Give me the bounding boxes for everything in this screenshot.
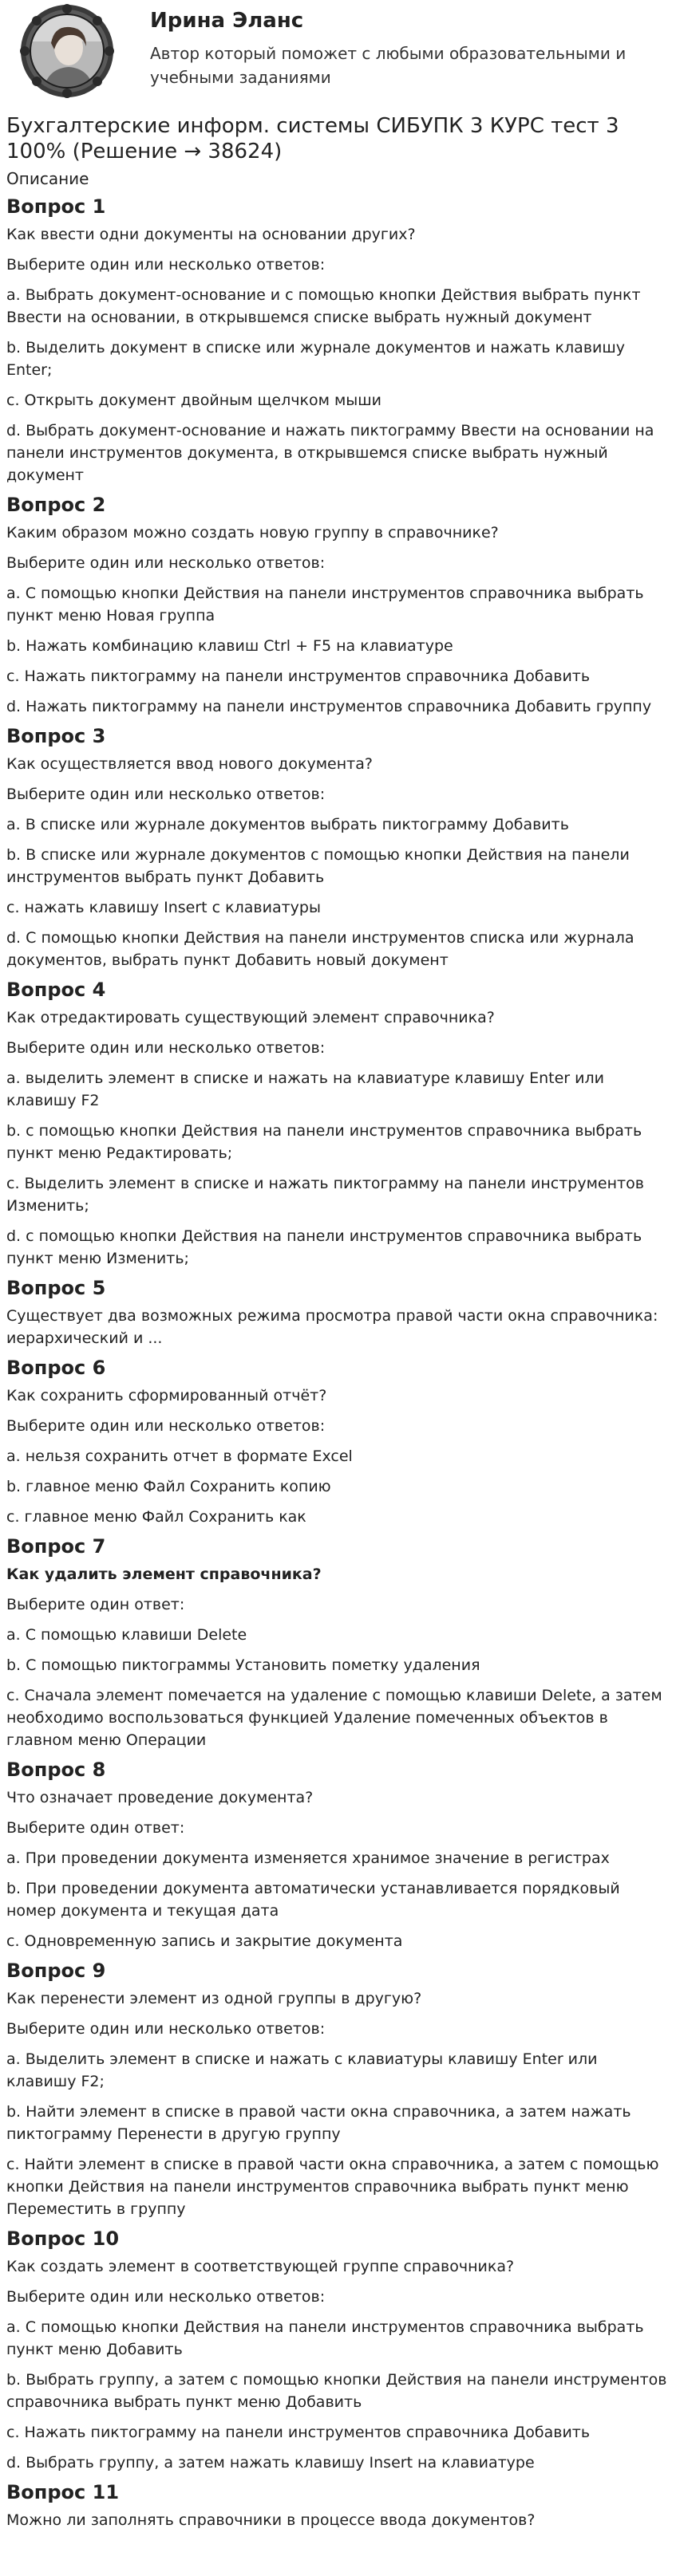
answer-option: d. С помощью кнопки Действия на панели инструментов списка или журнала документов, выбрать пункт Добавить новый документ [6, 929, 634, 969]
answer-option: d. Выбрать группу, а затем нажать клавишу Insert на клавиатуре [6, 2454, 535, 2472]
question-text: Как осуществляется ввод нового документа? [6, 755, 373, 773]
answer-option: a. С помощью кнопки Действия на панели инструментов справочника выбрать пункт меню Добавить [6, 2318, 644, 2358]
questions-list [6, 195, 670, 2531]
question-instruction: Выберите один или несколько ответов: [6, 2020, 326, 2038]
question-block [6, 1356, 670, 1528]
answer-list [6, 284, 670, 486]
question-title: Вопрос 11 [6, 2481, 120, 2503]
answer-option: a. При проведении документа изменяется хранимое значение в регистрах [6, 1849, 610, 1867]
question-title: Вопрос 8 [6, 1759, 106, 1781]
question-block [6, 2480, 670, 2531]
question-title: Вопрос 4 [6, 979, 106, 1001]
answer-option: a. В списке или журнале документов выбрать пиктограмму Добавить [6, 816, 569, 833]
answer-option: a. С помощью кнопки Действия на панели инструментов справочника выбрать пункт меню Новая группа [6, 585, 644, 624]
question-block [6, 724, 670, 971]
answer-option: b. В списке или журнале документов с помощью кнопки Действия на панели инструментов выбрать пункт Добавить [6, 846, 630, 886]
answer-list [6, 1624, 670, 1751]
question-instruction: Выберите один или несколько ответов: [6, 256, 326, 274]
question-block [6, 1758, 670, 1952]
question-block [6, 1959, 670, 2220]
question-instruction: Выберите один или несколько ответов: [6, 786, 326, 803]
question-instruction: Выберите один ответ: [6, 1819, 185, 1837]
question-block [6, 1534, 670, 1751]
question-title: Вопрос 2 [6, 494, 106, 516]
answer-list [6, 1445, 670, 1528]
question-instruction: Выберите один или несколько ответов: [6, 1039, 326, 1057]
question-instruction: Выберите один или несколько ответов: [6, 554, 326, 572]
question-block [6, 195, 670, 486]
question-title: Вопрос 6 [6, 1357, 106, 1379]
question-block [6, 2227, 670, 2474]
question-text: Что означает проведение документа? [6, 1789, 314, 1806]
document-title: Бухгалтерские информ. системы СИБУПК 3 КУРС тест 3 100% (Решение → 38624) [6, 114, 619, 163]
question-block [6, 1276, 670, 1349]
answer-list [6, 1847, 670, 1952]
question-text: Как ввести одни документы на основании других? [6, 226, 416, 243]
answer-option: a. выделить элемент в списке и нажать на клавиатуре клавишу Enter или клавишу F2 [6, 1069, 604, 1109]
answer-option: c. нажать клавишу Insert с клавиатуры [6, 899, 321, 916]
question-title: Вопрос 9 [6, 1960, 106, 1982]
answer-option: d. Выбрать документ-основание и нажать пиктограмму Ввести на основании на панели инструментов документа, в открывшемся списке выбрать нужный документ [6, 422, 654, 484]
answer-list [6, 1067, 670, 1270]
question-title: Вопрос 10 [6, 2227, 120, 2250]
answer-option: d. с помощью кнопки Действия на панели инструментов справочника выбрать пункт меню Изменить; [6, 1227, 642, 1267]
author-info [150, 2, 629, 89]
question-title: Вопрос 1 [6, 195, 106, 218]
answer-option: a. С помощью клавиши Delete [6, 1626, 247, 1644]
answer-option: b. С помощью пиктограммы Установить пометку удаления [6, 1656, 480, 1674]
answer-option: a. Выбрать документ-основание и с помощью кнопки Действия выбрать пункт Ввести на основании, в открывшемся списке выбрать нужный документ [6, 286, 641, 326]
question-title: Вопрос 7 [6, 1535, 106, 1558]
question-instruction: Выберите один или несколько ответов: [6, 1417, 326, 1435]
question-text: Можно ли заполнять справочники в процессе ввода документов? [6, 2511, 536, 2529]
question-instruction: Выберите один ответ: [6, 1596, 185, 1613]
question-block [6, 978, 670, 1270]
question-text: Как отредактировать существующий элемент справочника? [6, 1009, 495, 1026]
answer-option: b. Найти элемент в списке в правой части окна справочника, а затем нажать пиктограмму Перенести в другую группу [6, 2103, 631, 2143]
question-text: Как удалить элемент справочника? [6, 1566, 322, 1583]
answer-option: b. Выбрать группу, а затем с помощью кнопки Действия на панели инструментов справочника выбрать пункт меню Добавить [6, 2371, 667, 2411]
description-label: Описание [6, 169, 89, 188]
answer-list [6, 2048, 670, 2220]
answer-option: c. Открыть документ двойным щелчком мыши [6, 392, 382, 409]
question-title: Вопрос 5 [6, 1277, 106, 1299]
answer-option: a. Выделить элемент в списке и нажать с клавиатуры клавишу Enter или клавишу F2; [6, 2050, 598, 2090]
answer-option: c. главное меню Файл Сохранить как [6, 1508, 306, 1526]
question-text: Существует два возможных режима просмотра правой части окна справочника: иерархический и ... [6, 1307, 658, 1347]
answer-option: c. Нажать пиктограмму на панели инструментов справочника Добавить [6, 2424, 591, 2441]
answer-option: c. Выделить элемент в списке и нажать пиктограмму на панели инструментов Изменить; [6, 1175, 644, 1215]
answer-option: c. Сначала элемент помечается на удаление с помощью клавиши Delete, а затем необходимо воспользоваться функцией Удаление помеченных объектов в главном меню Операции [6, 1687, 662, 1749]
answer-option: b. с помощью кнопки Действия на панели инструментов справочника выбрать пункт меню Редактировать; [6, 1122, 642, 1162]
answer-option: b. главное меню Файл Сохранить копию [6, 1478, 331, 1495]
answer-option: c. Нажать пиктограмму на панели инструментов справочника Добавить [6, 668, 591, 685]
avatar-film-frame-icon [6, 2, 128, 100]
question-instruction: Выберите один или несколько ответов: [6, 2288, 326, 2306]
author-description: Автор который поможет с любыми образовательными и учебными заданиями [150, 44, 627, 87]
question-block [6, 493, 670, 718]
author-name[interactable]: Ирина Эланс [150, 9, 304, 33]
answer-option: d. Нажать пиктограмму на панели инструментов справочника Добавить группу [6, 698, 652, 715]
answer-option: b. Выделить документ в списке или журнале документов и нажать клавишу Enter; [6, 339, 625, 379]
answer-option: b. При проведении документа автоматически устанавливается порядковый номер документа и текущая дата [6, 1880, 620, 1920]
question-text: Как перенести элемент из одной группы в другую? [6, 1990, 422, 2007]
avatar[interactable] [6, 2, 128, 100]
question-title: Вопрос 3 [6, 725, 106, 747]
question-text: Каким образом можно создать новую группу в справочнике? [6, 524, 499, 542]
answer-list [6, 2316, 670, 2474]
answer-option: b. Нажать комбинацию клавиш Ctrl + F5 на клавиатуре [6, 637, 453, 655]
author-card [6, 0, 670, 102]
question-text: Как сохранить сформированный отчёт? [6, 1387, 327, 1404]
answer-option: c. Одновременную запись и закрытие документа [6, 1932, 403, 1950]
answer-option: a. нельзя сохранить отчет в формате Excel [6, 1448, 353, 1465]
answer-list [6, 813, 670, 971]
answer-option: c. Найти элемент в списке в правой части окна справочника, а затем с помощью кнопки Действия на панели инструментов справочника выбрать пункт меню Переместить в группу [6, 2156, 659, 2218]
question-text: Как создать элемент в соответствующей группе справочника? [6, 2258, 515, 2275]
answer-list [6, 582, 670, 718]
